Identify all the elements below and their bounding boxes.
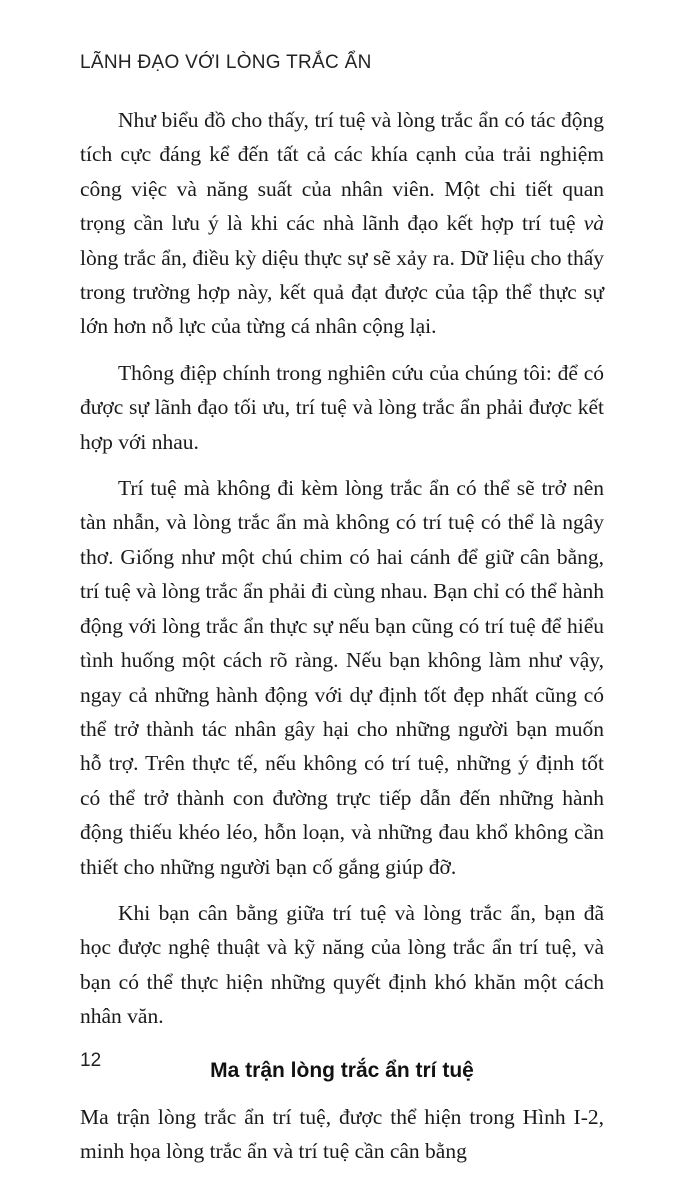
paragraph-5: Ma trận lòng trắc ẩn trí tuệ, được thể hiện trong Hình I-2, minh họa lòng trắc ẩn và trí tuệ cần cân bằng	[80, 1104, 604, 1163]
paragraph-4: Khi bạn cân bằng giữa trí tuệ và lòng trắc ẩn, bạn đã học được nghệ thuật và kỹ năng của lòng trắc ẩn trí tuệ, và bạn có thể thực hiện những quyết định khó khăn một cách nhân văn.	[80, 900, 604, 1029]
paragraph-1-part-1: Như biểu đồ cho thấy, trí tuệ và lòng trắc ẩn có tác động tích cực đáng kể đến tất cả các khía cạnh của trải nghiệm công việc và năng suất của nhân viên. Một chi tiết quan trọng cần lưu ý là khi các nhà lãnh đạo kết hợp trí tuệ	[80, 108, 604, 236]
paragraph-1-emphasis: và	[583, 211, 604, 236]
paragraph-3: Trí tuệ mà không đi kèm lòng trắc ẩn có thể sẽ trở nên tàn nhẫn, và lòng trắc ẩn mà không có trí tuệ có thể là ngây thơ. Giống như một chú chim có hai cánh để giữ cân bằng, trí tuệ và lòng trắc ẩn phải đi cùng nhau. Bạn chỉ có thể hành động với lòng trắc ẩn thực sự nếu bạn cũng có trí tuệ để hiểu tình huống một cách rõ ràng. Nếu bạn không làm như vậy, ngay cả những hành động với dự định tốt đẹp nhất cũng có thể trở thành tác nhân gây hại cho những người bạn muốn hỗ trợ. Trên thực tế, nếu không có trí tuệ, những ý định tốt có thể trở thành con đường trực tiếp dẫn đến những hành động thiếu khéo léo, hỗn loạn, và những đau khổ không cần thiết cho những người bạn cố gắng giúp đỡ.	[80, 476, 604, 879]
paragraph-1-part-2: lòng trắc ẩn, điều kỳ diệu thực sự sẽ xảy ra. Dữ liệu cho thấy trong trường hợp này, kết quả đạt được của tập thể thực sự lớn hơn nỗ lực của từng cá nhân cộng lại.	[80, 245, 604, 339]
paragraph-1	[80, 103, 604, 344]
section-heading: Ma trận lòng trắc ẩn trí tuệ	[210, 1058, 474, 1082]
running-header-title: LÃNH ĐẠO VỚI LÒNG TRẮC ẨN	[80, 52, 372, 73]
page-number: 12	[80, 1050, 102, 1071]
paragraph-2: Thông điệp chính trong nghiên cứu của chúng tôi: để có được sự lãnh đạo tối ưu, trí tuệ và lòng trắc ẩn phải được kết hợp với nhau.	[80, 360, 604, 454]
body-text	[80, 103, 604, 1180]
